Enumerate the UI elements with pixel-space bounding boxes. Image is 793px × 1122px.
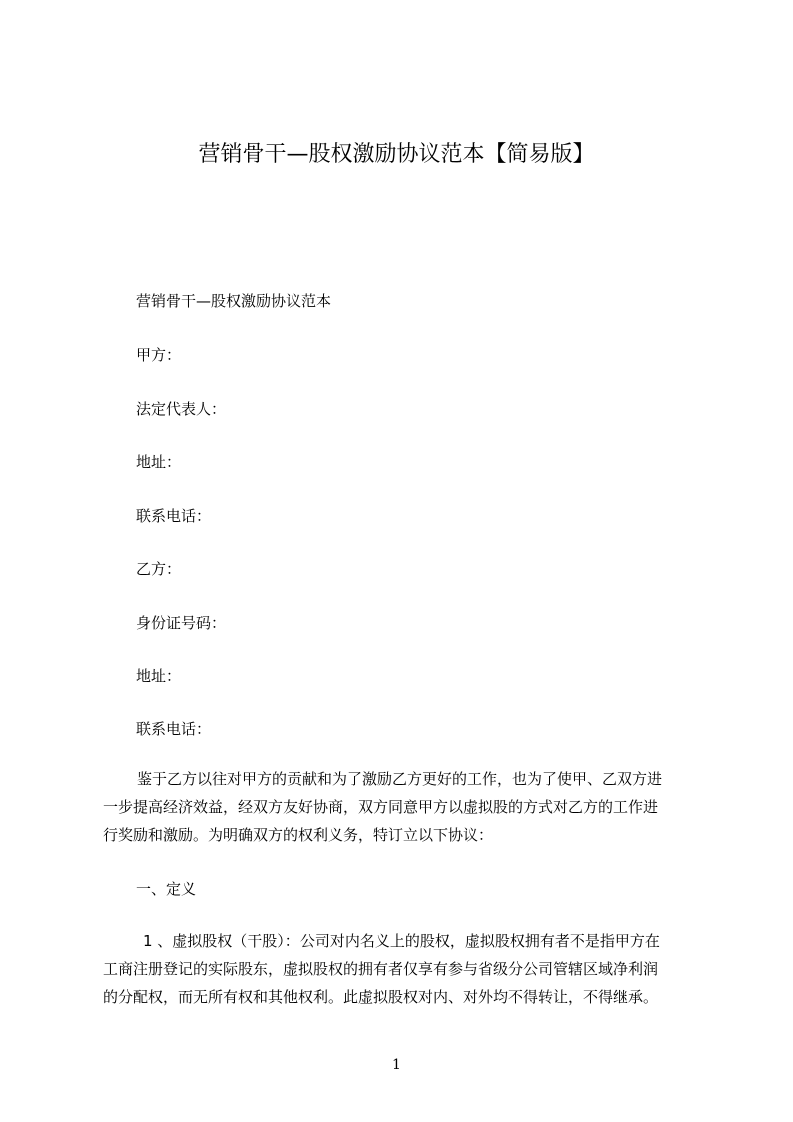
page-number: 1 xyxy=(392,1057,401,1073)
subtitle-line: 营销骨干—股权激励协议范本 xyxy=(136,292,332,310)
clause-line: 工商注册登记的实际股东，虚拟股权的拥有者仅享有参与省级分公司管辖区域净利润 xyxy=(103,960,659,978)
document-title: 营销骨干—股权激励协议范本【简易版】 xyxy=(198,142,595,167)
party-a-label: 甲方： xyxy=(136,346,182,364)
party-a-phone-label: 联系电话： xyxy=(136,507,212,525)
party-b-phone-label: 联系电话： xyxy=(136,720,212,738)
preamble-line: 鉴于乙方以往对甲方的贡献和为了激励乙方更好的工作，也为了使甲、乙双方进 xyxy=(137,770,663,788)
preamble-line: 行奖励和激励。为明确双方的权利义务，特订立以下协议： xyxy=(103,826,494,844)
legal-representative-label: 法定代表人： xyxy=(136,400,227,418)
clause-line: 1 、虚拟股权（干股）：公司对内名义上的股权，虚拟股权拥有者不是指甲方在 xyxy=(143,932,660,950)
section-heading-definitions: 一、定义 xyxy=(136,880,197,898)
preamble-line: 一步提高经济效益，经双方友好协商，双方同意甲方以虚拟股的方式对乙方的工作进 xyxy=(103,798,659,816)
party-b-address-label: 地址： xyxy=(136,667,182,685)
party-a-address-label: 地址： xyxy=(136,453,182,471)
clause-1-paragraph xyxy=(103,927,703,1011)
party-b-label: 乙方： xyxy=(136,560,182,578)
id-number-label: 身份证号码： xyxy=(136,614,227,632)
preamble-paragraph xyxy=(103,765,703,849)
clause-line: 的分配权，而无所有权和其他权利。此虚拟股权对内、对外均不得转让，不得继承。 xyxy=(103,988,659,1006)
